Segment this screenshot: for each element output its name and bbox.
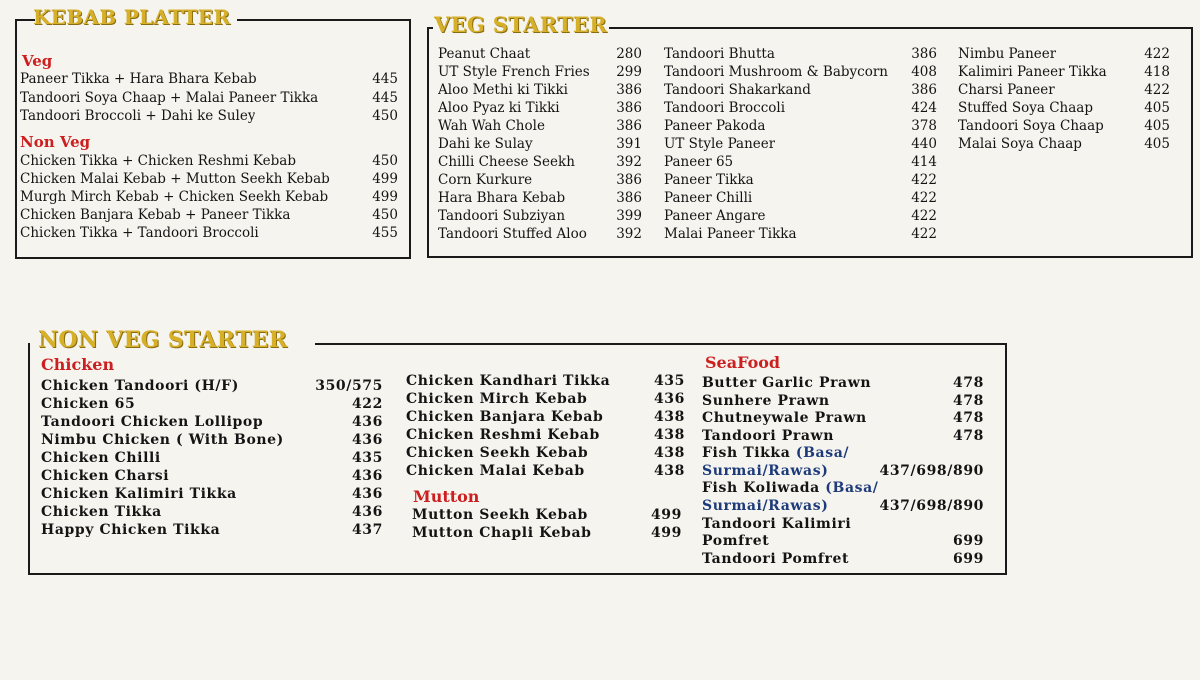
item-price: 386 <box>911 82 937 98</box>
item-name: Malai Soya Chaap <box>958 136 1082 152</box>
menu-item <box>702 374 984 392</box>
item-price: 422 <box>911 208 937 224</box>
item-name: Paneer Tikka <box>664 172 754 188</box>
menu-item <box>438 63 642 81</box>
item-price: 391 <box>616 136 642 152</box>
item-name: Chicken Seekh Kebab <box>406 445 589 461</box>
item-price: 392 <box>616 226 642 242</box>
item-name: Paneer Tikka + Hara Bhara Kebab <box>20 71 257 87</box>
item-price: 438 <box>653 409 685 425</box>
menu-item <box>702 462 984 480</box>
item-price: 437 <box>351 522 383 538</box>
item-name: Tandoori Subziyan <box>438 208 566 224</box>
item-name: Tandoori Kalimiri <box>702 516 852 532</box>
menu-item <box>41 377 383 395</box>
item-price: 299 <box>616 64 642 80</box>
item-variant: (Basa/ <box>825 480 879 496</box>
item-price: 436 <box>351 432 383 448</box>
item-price: 478 <box>952 393 984 409</box>
menu-item <box>41 503 383 521</box>
menu-item <box>664 99 937 117</box>
section-border <box>427 27 433 29</box>
section-border <box>609 27 1193 29</box>
menu-item <box>406 390 685 408</box>
item-name: Murgh Mirch Kebab + Chicken Seekh Kebab <box>20 189 329 205</box>
item-price: 280 <box>616 46 642 62</box>
item-price: 405 <box>1144 118 1170 134</box>
menu-item <box>958 63 1170 81</box>
item-name: Tandoori Broccoli + Dahi ke Suley <box>20 108 256 124</box>
menu-item <box>20 170 398 188</box>
item-price: 450 <box>372 207 398 223</box>
item-price: 437/698/890 <box>879 498 984 514</box>
menu-item <box>41 395 383 413</box>
menu-item <box>664 153 937 171</box>
item-price: 440 <box>911 136 937 152</box>
item-name: Charsi Paneer <box>958 82 1055 98</box>
item-price: 445 <box>372 89 398 106</box>
item-price: 478 <box>952 410 984 426</box>
item-price: 378 <box>911 118 937 134</box>
menu-item <box>438 81 642 99</box>
item-price: 478 <box>952 375 984 391</box>
item-price: 386 <box>616 118 642 134</box>
item-price: 438 <box>653 427 685 443</box>
item-price: 408 <box>911 64 937 80</box>
menu-item <box>958 99 1170 117</box>
item-name: Butter Garlic Prawn <box>702 375 872 391</box>
item-name: Peanut Chaat <box>438 46 531 62</box>
menu-item <box>20 107 398 125</box>
item-name: Corn Kurkure <box>438 172 533 188</box>
kebab-platter-title: KEBAB PLATTER <box>33 5 231 29</box>
menu-item <box>958 81 1170 99</box>
item-price: 699 <box>952 551 984 567</box>
menu-item <box>438 171 642 189</box>
item-price: 405 <box>1144 100 1170 116</box>
menu-item <box>20 206 398 224</box>
item-price: 450 <box>372 153 398 169</box>
item-name: Nimbu Paneer <box>958 46 1057 62</box>
item-name: Chicken Kalimiri Tikka <box>41 486 237 502</box>
item-name: Tandoori Mushroom & Babycorn <box>664 64 888 80</box>
item-price: 436 <box>351 414 383 430</box>
menu-item <box>406 444 685 462</box>
item-price: 499 <box>372 189 398 205</box>
menu-item <box>20 70 398 88</box>
menu-item <box>702 497 984 515</box>
item-name: Paneer Angare <box>664 208 766 224</box>
item-price: 455 <box>372 225 398 241</box>
menu-item <box>438 153 642 171</box>
menu-item <box>438 117 642 135</box>
menu-item <box>20 188 398 206</box>
item-price: 499 <box>372 171 398 187</box>
menu-item <box>702 427 984 445</box>
item-price: 350/575 <box>315 378 383 394</box>
menu-item <box>438 225 642 243</box>
item-name: Tandoori Bhutta <box>664 46 775 62</box>
item-name: Tandoori Soya Chaap + Malai Paneer Tikka <box>20 89 319 106</box>
menu-item <box>41 431 383 449</box>
menu-item <box>406 372 685 390</box>
item-name: Chicken Banjara Kebab <box>406 409 604 425</box>
veg-heading: Veg <box>22 52 53 70</box>
menu-item <box>664 63 937 81</box>
item-price: 418 <box>1144 64 1170 80</box>
item-variant: (Basa/ <box>795 445 850 461</box>
menu-item <box>958 135 1170 153</box>
item-price: 386 <box>616 100 642 116</box>
menu-item <box>664 207 937 225</box>
item-price: 436 <box>351 504 383 520</box>
item-price: 445 <box>372 71 398 87</box>
veg-starter-title: VEG STARTER <box>434 12 607 37</box>
item-name: Kalimiri Paneer Tikka <box>958 64 1107 80</box>
menu-item <box>438 189 642 207</box>
menu-item <box>702 409 984 427</box>
item-price: 424 <box>911 100 937 116</box>
menu-item <box>958 117 1170 135</box>
section-border <box>237 19 411 21</box>
menu-item <box>412 506 682 524</box>
item-name: Chilli Cheese Seekh <box>438 154 575 170</box>
menu-item <box>41 485 383 503</box>
item-price: 386 <box>616 82 642 98</box>
item-price: 422 <box>911 226 937 242</box>
section-border <box>315 343 1007 345</box>
item-price: 435 <box>351 450 383 466</box>
menu-item <box>412 524 682 542</box>
item-price: 405 <box>1144 136 1170 152</box>
item-price: 499 <box>650 507 682 523</box>
item-name: Stuffed Soya Chaap <box>958 100 1093 116</box>
chicken-heading: Chicken <box>41 355 115 374</box>
menu-item <box>20 89 398 107</box>
mutton-heading: Mutton <box>413 487 480 506</box>
item-price: 435 <box>653 373 685 389</box>
item-name: Chicken 65 <box>41 396 136 412</box>
menu-item-name <box>702 515 851 533</box>
item-price: 699 <box>952 533 984 549</box>
seafood-heading: SeaFood <box>705 353 781 372</box>
menu-item <box>664 117 937 135</box>
section-border <box>15 19 35 21</box>
menu-item <box>664 171 937 189</box>
item-name: UT Style Paneer <box>664 136 776 152</box>
item-name: Tandoori Soya Chaap <box>958 118 1104 134</box>
item-name: Chicken Tandoori (H/F) <box>41 378 239 394</box>
item-name: Chicken Malai Kebab + Mutton Seekh Kebab <box>20 171 330 187</box>
item-price: 436 <box>351 486 383 502</box>
item-name: Nimbu Chicken ( With Bone) <box>41 432 284 448</box>
item-name: Tandoori Broccoli <box>664 100 786 116</box>
nonveg-starter-title: NON VEG STARTER <box>38 327 288 353</box>
item-name: Fish Tikka <box>702 445 791 461</box>
item-name: Chutneywale Prawn <box>702 410 867 426</box>
item-name: Chicken Banjara Kebab + Paneer Tikka <box>20 207 291 223</box>
item-name: Malai Paneer Tikka <box>664 226 797 242</box>
item-name: Paneer Chilli <box>664 190 753 206</box>
item-price: 422 <box>911 172 937 188</box>
menu-item <box>438 99 642 117</box>
menu-item <box>41 449 383 467</box>
menu-item <box>664 189 937 207</box>
item-price: 399 <box>616 208 642 224</box>
menu-item <box>438 45 642 63</box>
menu-item <box>41 467 383 485</box>
menu-item <box>958 45 1170 63</box>
nonveg-heading: Non Veg <box>20 133 91 151</box>
item-price: 392 <box>616 154 642 170</box>
item-price: 422 <box>351 396 383 412</box>
item-name: Chicken Tikka <box>41 504 162 520</box>
item-price: 422 <box>911 190 937 206</box>
menu-item <box>41 521 383 539</box>
menu-item <box>702 392 984 410</box>
item-name: Hara Bhara Kebab <box>438 190 566 206</box>
item-name: Fish Koliwada <box>702 480 820 496</box>
menu-item <box>664 45 937 63</box>
item-name: Tandoori Chicken Lollipop <box>41 414 264 430</box>
menu-item <box>406 426 685 444</box>
item-name: Tandoori Prawn <box>702 428 834 444</box>
menu-item <box>438 135 642 153</box>
item-name: Paneer Pakoda <box>664 118 766 134</box>
item-name: Chicken Malai Kebab <box>406 463 585 479</box>
item-name: Paneer 65 <box>664 154 734 170</box>
item-name: Mutton Chapli Kebab <box>412 525 592 541</box>
menu-item <box>20 224 398 242</box>
item-name: Aloo Pyaz ki Tikki <box>438 100 560 116</box>
item-price: 422 <box>1144 46 1170 62</box>
item-name: Wah Wah Chole <box>438 118 545 134</box>
item-price: 414 <box>911 154 937 170</box>
menu-item <box>664 225 937 243</box>
item-name: Mutton Seekh Kebab <box>412 507 588 523</box>
item-price: 386 <box>616 172 642 188</box>
item-price: 438 <box>653 445 685 461</box>
item-price: 437/698/890 <box>879 463 984 479</box>
menu-item <box>20 152 398 170</box>
item-name: Chicken Chilli <box>41 450 161 466</box>
menu-item-name <box>702 479 879 497</box>
item-name: UT Style French Fries <box>438 64 590 80</box>
item-name: Chicken Reshmi Kebab <box>406 427 600 443</box>
item-name: Chicken Tikka + Tandoori Broccoli <box>20 225 259 241</box>
item-name: Tandoori Shakarkand <box>664 82 811 98</box>
item-name: Aloo Methi ki Tikki <box>438 82 568 98</box>
menu-item <box>702 550 984 568</box>
item-price: 422 <box>1144 82 1170 98</box>
menu-item <box>702 532 984 550</box>
item-price: 436 <box>351 468 383 484</box>
item-price: 386 <box>616 190 642 206</box>
item-name: Tandoori Pomfret <box>702 551 850 567</box>
item-name: Sunhere Prawn <box>702 393 830 409</box>
item-price: 438 <box>653 463 685 479</box>
item-price: 478 <box>952 428 984 444</box>
item-variant: Surmai/Rawas) <box>702 498 829 514</box>
item-name: Chicken Tikka + Chicken Reshmi Kebab <box>20 153 296 169</box>
item-variant: Surmai/Rawas) <box>702 463 829 479</box>
item-name: Chicken Charsi <box>41 468 170 484</box>
item-price: 436 <box>653 391 685 407</box>
menu-item <box>406 408 685 426</box>
item-price: 386 <box>911 46 937 62</box>
item-name: Pomfret <box>702 533 770 549</box>
item-name: Chicken Mirch Kebab <box>406 391 588 407</box>
menu-item <box>406 462 685 480</box>
item-name: Dahi ke Sulay <box>438 136 533 152</box>
item-name: Chicken Kandhari Tikka <box>406 373 611 389</box>
item-name: Tandoori Stuffed Aloo <box>438 226 587 242</box>
item-price: 450 <box>372 108 398 124</box>
menu-item <box>438 207 642 225</box>
item-name: Happy Chicken Tikka <box>41 522 221 538</box>
menu-item <box>41 413 383 431</box>
menu-item-name <box>702 444 849 462</box>
item-price: 499 <box>650 525 682 541</box>
menu-item <box>664 135 937 153</box>
menu-item <box>664 81 937 99</box>
